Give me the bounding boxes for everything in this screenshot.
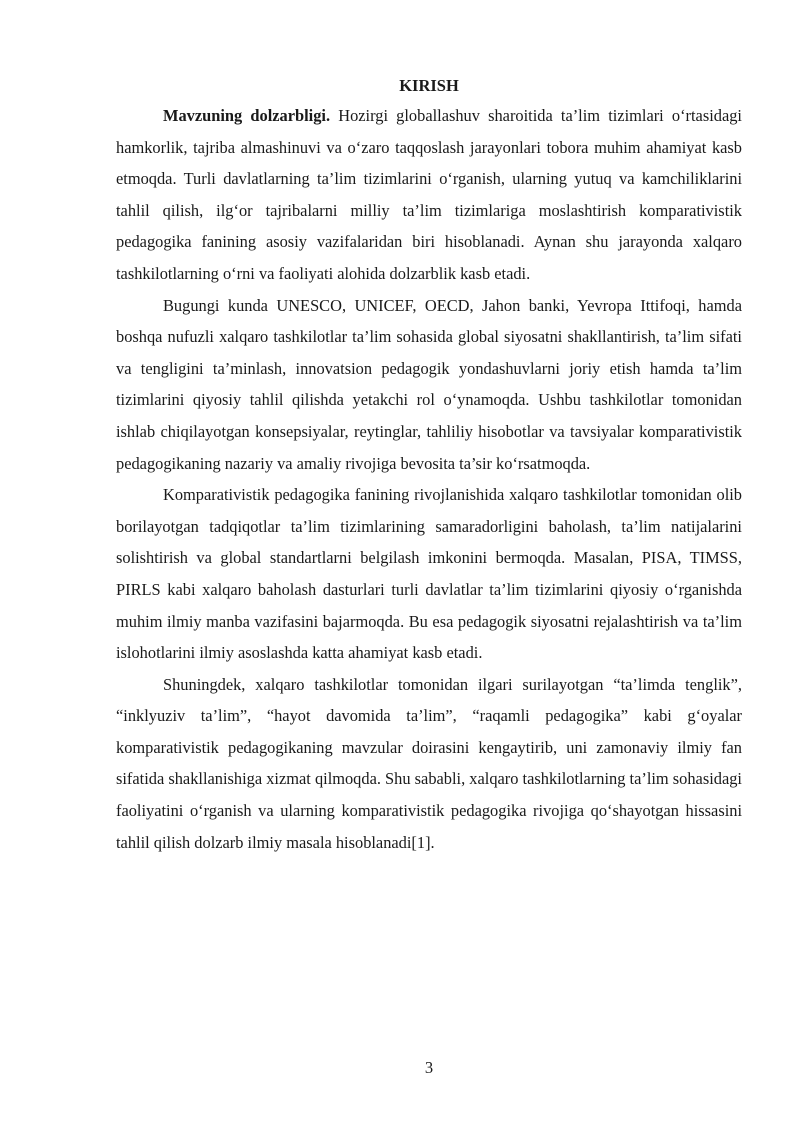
paragraph-ideas: Shuningdek, xalqaro tashkilotlar tomonidan ilgari surilayotgan “ta’limda tenglik”, “inklyuziv ta’lim”, “hayot davomida ta’lim”, “raqamli pedagogika” kabi g‘oyalar komparativistik pedagogikaning mavzular doirasini kengaytirib, uni zamonaviy ilmiy fan sifatida shakllanishiga xizmat qilmoqda. Shu sababli, xalqaro tashkilotlarning ta’lim sohasidagi faoliyatini o‘rganish va ularning komparativistik pedagogika rivojiga qo‘shayotgan hissasini tahlil qilish dolzarb ilmiy masala hisoblanadi[1]. xyxy=(116,674,742,852)
paragraph-text: Hozirgi globallashuv sharoitida ta’lim tizimlari o‘rtasidagi hamkorlik, tajriba almashinuvi va o‘zaro taqqoslash jarayonlari tobora muhim ahamiyat kasb etmoqda. Turli davlatlarning ta’lim tizimlarini o‘rganish, ularning yutuq va kamchiliklarini tahlil qilish, ilg‘or tajribalarni milliy ta’lim tizimlariga moslashtirish komparativistik pedagogika fanining asosiy vazifalaridan biri hisoblanadi. Aynan shu jarayonda xalqaro tashkilotlarning o‘rni va faoliyati alohida dolzarblik kasb etadi. xyxy=(116,106,742,283)
paragraph-lead: Mavzuning dolzarbligi. xyxy=(163,106,331,125)
paragraph-assessment: Komparativistik pedagogika fanining rivojlanishida xalqaro tashkilotlar tomonidan olib borilayotgan tadqiqotlar ta’lim tizimlarining samaradorligini baholash, ta’lim natijalarini solishtirish va global standartlarni belgilash imkonini bermoqda. Masalan, PISA, TIMSS, PIRLS kabi xalqaro baholash dasturlari turli davlatlar ta’lim tizimlarini qiyosiy o‘rganishda muhim ilmiy manba vazifasini bajarmoqda. Bu esa pedagogik siyosatni rejalashtirish va ta’lim islohotlarini ilmiy asoslashda katta ahamiyat kasb etadi. xyxy=(116,485,742,663)
section-heading: KIRISH xyxy=(399,76,459,95)
page-number: 3 xyxy=(424,1058,434,1077)
document-page xyxy=(116,74,742,858)
paragraph-organizations: Bugungi kunda UNESCO, UNICEF, OECD, Jahon banki, Yevropa Ittifoqi, hamda boshqa nufuzli xalqaro tashkilotlar ta’lim sohasida global siyosatni shakllantirish, ta’lim sifati va tengligini ta’minlash, innovatsion pedagogik yondashuvlarni joriy etish hamda ta’lim tizimlarini qiyosiy tahlil qilishda yetakchi rol o‘ynamoqda. Ushbu tashkilotlar tomonidan ishlab chiqilayotgan konsepsiyalar, reytinglar, tahliliy hisobotlar va tavsiyalar komparativistik pedagogikaning nazariy va amaliy rivojiga bevosita ta’sir ko‘rsatmoqda. xyxy=(116,295,742,473)
paragraph-relevance xyxy=(116,100,742,290)
